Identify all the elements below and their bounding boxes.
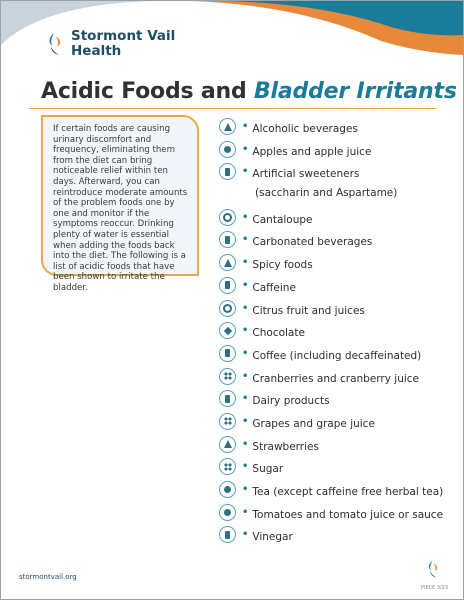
list-item-label: Cantaloupe xyxy=(252,213,313,226)
list-item xyxy=(219,435,443,458)
bullet-dot: • xyxy=(242,166,249,178)
bullet-dot: • xyxy=(242,234,249,246)
list-item xyxy=(219,412,443,435)
sugar-cubes-icon xyxy=(219,458,236,475)
title-part1: Acidic Foods and xyxy=(41,79,254,104)
citrus-slice-icon xyxy=(219,300,236,317)
bullet-dot: • xyxy=(242,415,249,427)
bullet-dot: • xyxy=(242,211,249,223)
list-item xyxy=(219,162,443,207)
list-item xyxy=(219,389,443,412)
sweetener-packet-icon xyxy=(219,163,236,180)
brand-name-line2: Health xyxy=(71,43,122,59)
coffee-mug-icon xyxy=(219,345,236,362)
bullet-dot: • xyxy=(242,325,249,337)
bullet-dot: • xyxy=(242,529,249,541)
cantaloupe-icon xyxy=(219,209,236,226)
bullet-dot: • xyxy=(242,461,249,473)
list-item-label: Caffeine xyxy=(252,281,296,294)
footer-website-link[interactable]: stormontvail.org xyxy=(19,573,77,581)
bullet-dot: • xyxy=(242,257,249,269)
list-item-label: Alcoholic beverages xyxy=(252,123,358,135)
chili-pepper-icon xyxy=(219,254,236,271)
list-item xyxy=(219,367,443,390)
list-item-label: Artificial sweeteners xyxy=(252,168,360,181)
list-item-label: Tea (except caffeine free herbal tea) xyxy=(252,486,444,499)
strawberry-icon xyxy=(219,436,236,453)
teapot-icon xyxy=(219,481,236,498)
list-item xyxy=(219,480,443,503)
list-item-label: Strawberries xyxy=(252,440,319,453)
list-item xyxy=(219,230,443,253)
list-item-label: Sugar xyxy=(252,463,284,476)
list-item-label: Cranberries and cranberry juice xyxy=(252,372,420,385)
tomato-icon xyxy=(219,504,236,521)
bullet-dot: • xyxy=(242,393,249,405)
bullet-dot: • xyxy=(242,347,249,359)
list-item-label: Chocolate xyxy=(252,327,305,340)
title-part2: Bladder Irritants xyxy=(253,79,457,104)
bullet-dot: • xyxy=(242,302,249,314)
cranberries-icon xyxy=(219,368,236,385)
bullet-dot: • xyxy=(242,484,249,496)
vinegar-bottle-icon xyxy=(219,526,236,543)
list-item-label: Spicy foods xyxy=(252,259,313,272)
soda-can-icon xyxy=(219,231,236,248)
bullet-dot: • xyxy=(242,279,249,291)
bullet-dot: • xyxy=(242,143,249,155)
brand-logo[interactable] xyxy=(47,29,175,59)
bullet-dot: • xyxy=(242,438,249,450)
grapes-icon xyxy=(219,413,236,430)
bullet-dot: • xyxy=(242,121,249,132)
list-item xyxy=(219,140,443,163)
list-item xyxy=(219,525,443,548)
milk-carton-icon xyxy=(219,390,236,407)
apple-icon xyxy=(219,141,236,158)
title-divider xyxy=(29,108,437,109)
list-item xyxy=(219,253,443,276)
list-item-label: Grapes and grape juice xyxy=(252,417,375,430)
list-item xyxy=(219,344,443,367)
intro-callout xyxy=(41,115,199,293)
stormont-vail-logo-icon xyxy=(47,32,65,56)
page-title xyxy=(41,79,457,104)
list-item xyxy=(219,299,443,322)
list-item xyxy=(219,276,443,299)
chocolate-bar-icon xyxy=(219,322,236,339)
brand-name-line1: Stormont Vail xyxy=(71,28,176,44)
list-item-label: Citrus fruit and juices xyxy=(252,304,365,317)
footer-logo-icon xyxy=(427,559,441,579)
form-code: PIECE 3/23 xyxy=(421,585,449,591)
list-item xyxy=(219,321,443,344)
irritant-list xyxy=(219,117,443,548)
list-item xyxy=(219,457,443,480)
list-item xyxy=(219,503,443,526)
list-item-sublabel: (saccharin and Aspartame) xyxy=(255,187,398,200)
list-item-label: Tomatoes and tomato juice or sauce xyxy=(252,508,444,521)
list-item-label: Vinegar xyxy=(252,531,293,544)
list-item-label: Carbonated beverages xyxy=(252,236,373,249)
list-item xyxy=(219,117,443,140)
bullet-dot: • xyxy=(242,370,249,382)
cocktail-icon xyxy=(219,118,236,135)
intro-text: If certain foods are causing urinary discomfort and frequency, eliminating them from the diet can bring noticeable relief within ten days. Afterward, you can reintroduce moderate amounts of the problem foods one by one and monitor if the symptoms reoccur. Drinking plenty of water is essential when adding the foods back into the diet. The following is a list of acidic foods that have been shown to irritate the bladder. xyxy=(53,124,188,293)
list-item-label: Apples and apple juice xyxy=(252,145,372,158)
list-item-label: Coffee (including decaffeinated) xyxy=(252,349,422,362)
coffee-cup-icon xyxy=(219,277,236,294)
list-item-label: Dairy products xyxy=(252,395,330,408)
bullet-dot: • xyxy=(242,506,249,518)
list-item xyxy=(219,208,443,231)
